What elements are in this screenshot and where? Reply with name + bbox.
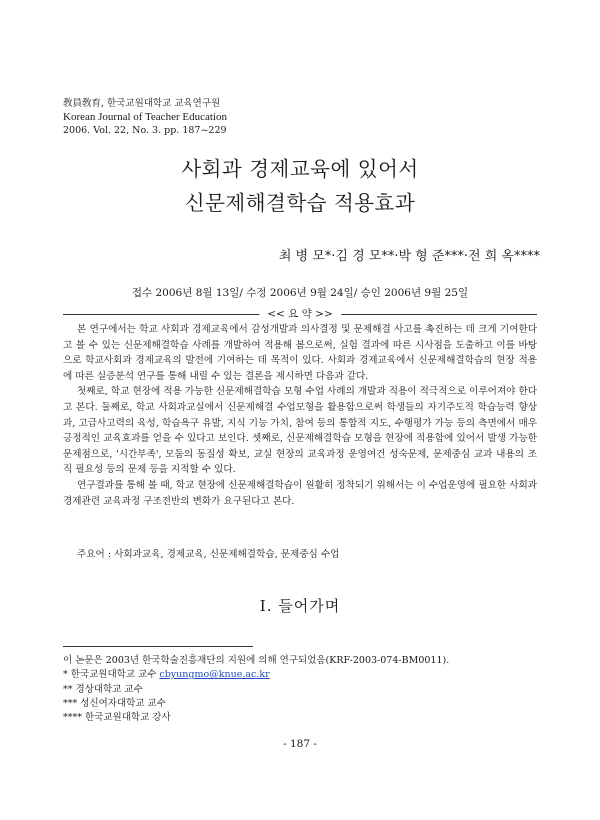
submission-dates: 접수 2006년 8월 13일/ 수정 2006년 9월 24일/ 승인 2006년 9월 25일 (131, 287, 469, 299)
journal-name-en: Korean Journal of Teacher Education (63, 110, 227, 123)
footnote-author-2: ** 경상대학교 교수 (63, 683, 143, 695)
paper-title (0, 152, 600, 220)
abstract-paragraph-1: 본 연구에서는 학교 사회과 경제교육에서 감성개발과 의사결정 및 문제해결 사고를 촉진하는 데 크게 기여한다고 볼 수 있는 신문제해결학습 사례를 개발하여 적용해 봄으로써, 실험 결과에 따른 시사점을 도출하고 이를 바탕으로 학교사회과 경제교육의 발전에 기여하는 데 목적이 있다. 사회과 경제교육에서 신문제해결학습의 현장 적용에 따른 실증분석 연구를 통해 내릴 수 있는 결론을 제시하면 다음과 같다. (63, 324, 537, 382)
summary-divider (63, 307, 537, 323)
footnote-author-4: **** 한국교원대학교 강사 (63, 712, 171, 724)
footnotes (63, 654, 449, 725)
title-line-2: 신문제해결학습 적용효과 (184, 191, 416, 215)
footnote-author-1 (63, 668, 449, 682)
title-line-1: 사회과 경제교육에 있어서 (181, 157, 419, 181)
summary-label: << 요 약 >> (259, 307, 341, 321)
author-list: 최 병 모*·김 경 모**·박 형 준***·전 희 옥**** (278, 249, 540, 264)
section-heading: Ⅰ. 들어가며 (259, 597, 341, 615)
abstract-paragraph-2: 첫째로, 학교 현장에 적용 가능한 신문제해결학습 모형 수업 사례의 개발과 적용이 적극적으로 이루어져야 한다고 본다. 둘째로, 학교 사회과교실에서 신문제해결 수업모형을 활용함으로써 학생들의 자기주도적 학습능력 향상과, 고급사고력의 육성, 학습욕구 유발, 지식 기능 가치, 참여 등의 통합적 지도, 수행평가 가능 등의 측면에서 매우 긍정적인 교육효과를 얻을 수 있다고 보인다. 셋째로, 신문제해결학습 모형을 현장에 적용함에 있어서 발생 가능한 문제점으로, '시간부족', 모둠의 동질성 확보, 교실 현장의 교육과정 운영여건 성숙문제, 문제중심 교과 내용의 조직 필요성 등의 문제 등을 지적할 수 있다. (63, 386, 537, 476)
footnote-author-1-affiliation: * 한국교원대학교 교수 (63, 669, 160, 681)
footnote-author-3: *** 성신여자대학교 교수 (63, 697, 166, 709)
page-number: - 187 - (283, 738, 317, 750)
abstract-paragraph-3: 연구결과를 통해 볼 때, 학교 현장에 신문제해결학습이 원활히 정착되기 위해서는 이 수업운영에 필요한 사회과 경제관련 교육과정 구조전반의 변화가 요구된다고 본다. (63, 479, 537, 507)
journal-volume: 2006. Vol. 22, No. 3. pp. 187~229 (63, 125, 227, 136)
abstract (63, 322, 537, 509)
footnote-rule (63, 646, 253, 647)
journal-header (63, 97, 227, 138)
footnote-funding: 이 논문은 2003년 한국학술진흥재단의 지원에 의해 연구되었음(KRF-2003-074-BM0011). (63, 655, 450, 666)
keywords: 주요어 : 사회과교육, 경제교육, 신문제해결학습, 문제중심 수업 (77, 549, 340, 560)
author-email-link[interactable]: cbyungmo@knue.ac.kr (159, 669, 270, 681)
journal-name-kr: 敎員敎育, 한국교원대학교 교육연구원 (63, 98, 221, 109)
